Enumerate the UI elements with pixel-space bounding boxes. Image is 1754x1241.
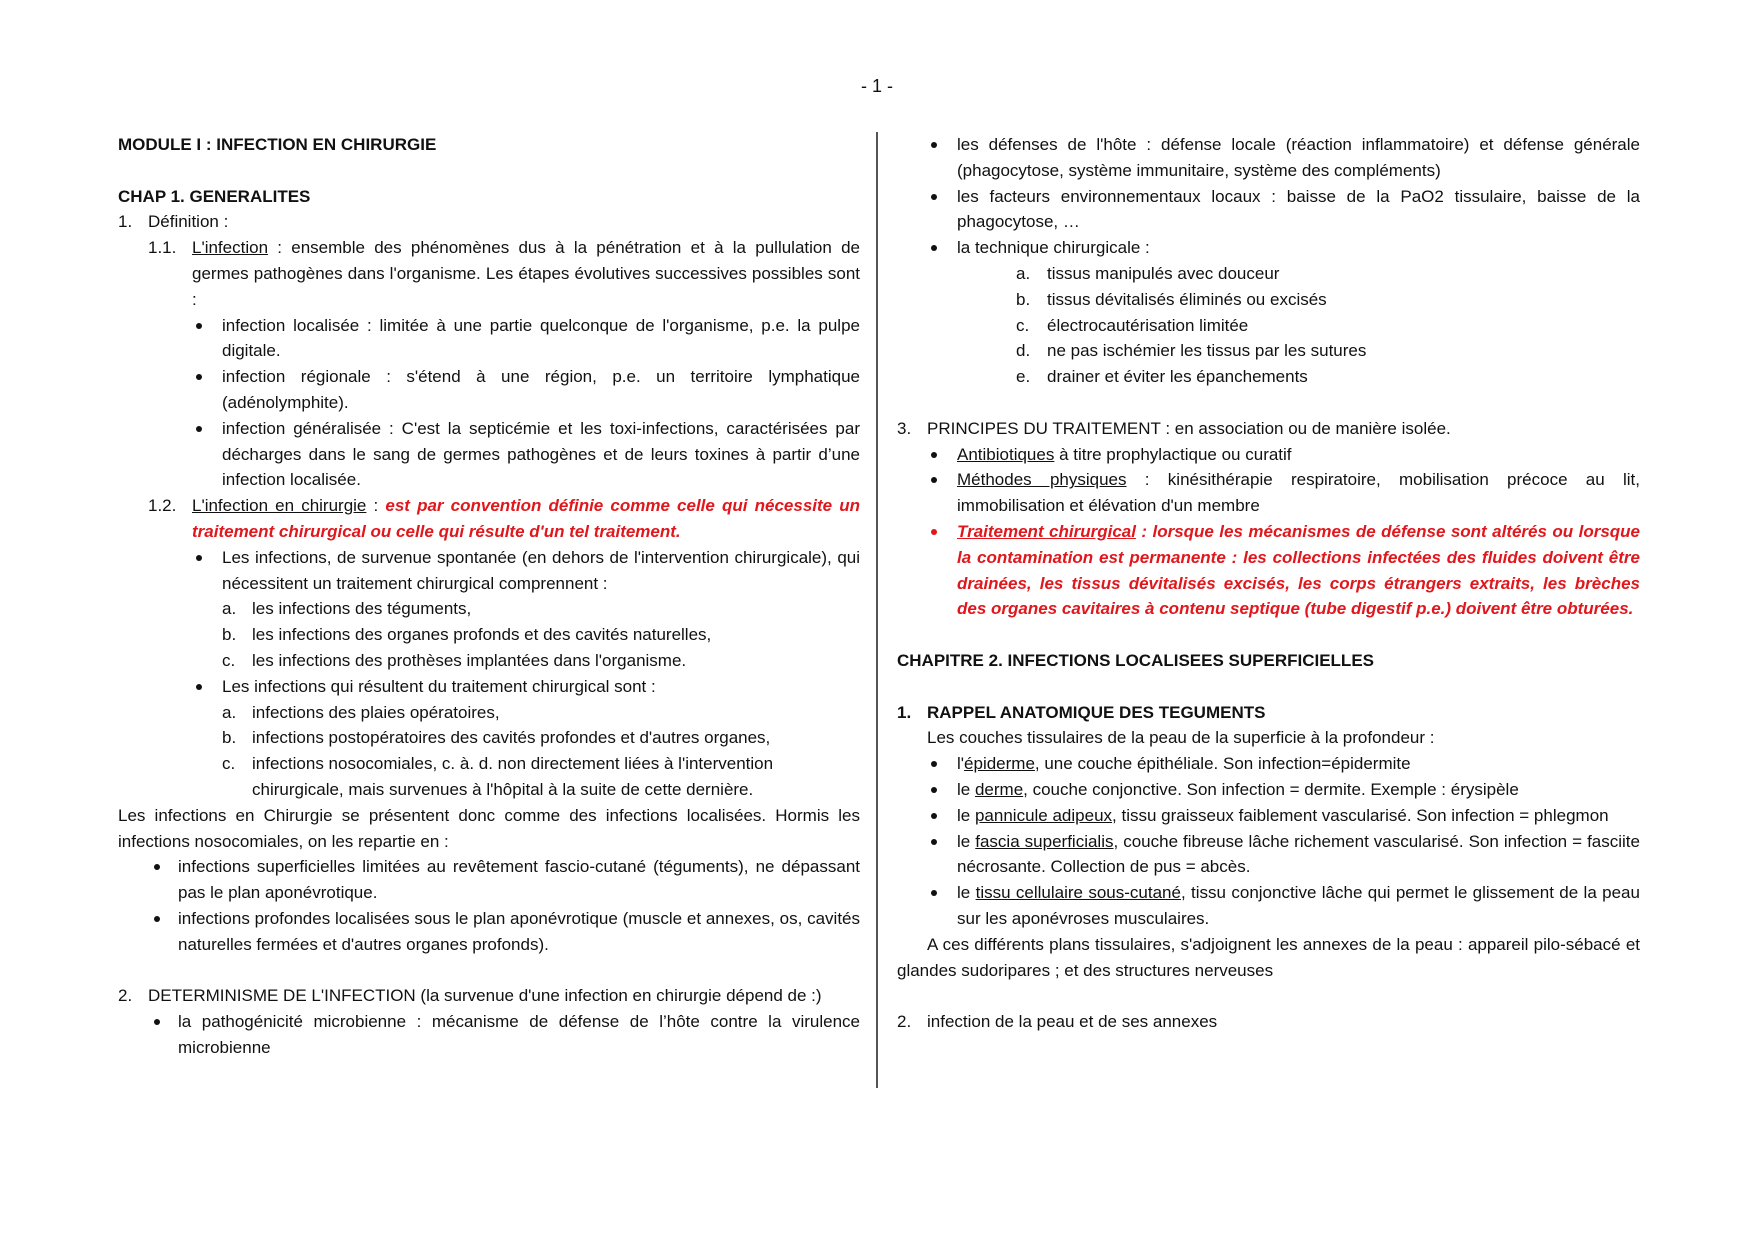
bullet-icon [154, 916, 160, 922]
bullet-icon [154, 864, 160, 870]
list-marker: a. [222, 702, 237, 722]
list-marker: c. [1016, 315, 1030, 335]
list-item [897, 364, 1640, 390]
list-item [118, 725, 860, 751]
bullet-icon [931, 839, 937, 845]
list-item [897, 467, 1640, 519]
list-item [897, 803, 1640, 829]
list-item-text: : kinésithérapie respiratoire, mobilisation précoce au lit, immobilisation et élévation d'un membre [957, 470, 1641, 516]
list-item [897, 184, 1640, 236]
list-marker: b. [222, 625, 237, 645]
prefix: le [957, 831, 976, 851]
subsection-infection-chirurgie [118, 493, 860, 545]
highlighted-definition: est par convention définie comme celle qui nécessite un traitement chirurgical ou celle qui résulte d'un tel traitement. [192, 496, 861, 541]
bullet-icon [931, 787, 937, 793]
term-tissu-cellulaire: tissu cellulaire sous-cutané [975, 883, 1181, 903]
list-item-text: les infections des organes profonds et des cavités naturelles, [252, 625, 712, 645]
list-item-text: infections superficielles limitées au revêtement fascio-cutané (téguments), ne dépassant pas le plan aponévrotique. [178, 857, 860, 903]
list-item-text: Les infections, de survenue spontanée (en dehors de l'intervention chirurgicale), qui nécessitent un traitement chirurgical comprennent : [222, 547, 860, 593]
list-item [897, 829, 1640, 881]
term-methodes-physiques: Méthodes physiques [957, 470, 1127, 490]
subsection-number: 1.1. [148, 238, 177, 258]
list-item [118, 313, 860, 365]
section-rappel-anatomique [897, 700, 1640, 726]
list-item [897, 261, 1640, 287]
prefix: le [957, 805, 975, 825]
list-item [118, 674, 860, 700]
list-item [897, 338, 1640, 364]
list-item-text: Les infections qui résultent du traitement chirurgical sont : [222, 676, 656, 696]
list-item-text: infection localisée : limitée à une partie quelconque de l'organisme, p.e. la pulpe digitale. [222, 315, 860, 361]
list-item-text: , tissu graisseux faiblement vascularisé. Son infection = phlegmon [1112, 805, 1609, 825]
list-marker: e. [1016, 367, 1031, 387]
list-item [118, 596, 860, 622]
term-fascia: fascia superficialis [975, 831, 1114, 851]
list-item-text: , une couche épithéliale. Son infection=épidermite [1034, 754, 1411, 774]
section-definition [118, 209, 860, 235]
column-divider [876, 132, 878, 1088]
section-number: 3. [897, 418, 912, 438]
section-number: 2. [897, 1012, 912, 1032]
bullet-icon [931, 761, 937, 767]
list-marker: c. [222, 650, 236, 670]
list-item [118, 545, 860, 597]
term-infection-chirurgie: L'infection en chirurgie [192, 496, 367, 516]
bullet-icon [196, 374, 202, 380]
subsection-infection [118, 235, 860, 312]
bullet-icon [931, 194, 937, 200]
list-marker: a. [1016, 263, 1031, 283]
section-number: 2. [118, 986, 133, 1006]
list-item-text: la technique chirurgicale : [957, 238, 1150, 258]
list-item-text: , tissu conjonctive lâche qui permet le glissement de la peau sur les aponévroses musculaires. [957, 883, 1640, 928]
prefix: le [957, 883, 976, 903]
bullet-icon [931, 890, 937, 896]
subsection-number: 1.2. [148, 496, 177, 516]
section-heading: infection de la peau et de ses annexes [927, 1012, 1218, 1032]
list-item-text: infection généralisée : C'est la septicémie et les toxi-infections, caractérisées par décharges dans le sang de germes pathogènes et de leurs toxines à partir d’une infection localisée. [222, 418, 860, 490]
list-item [118, 700, 860, 726]
list-item-text: tissus dévitalisés éliminés ou excisés [1047, 289, 1327, 309]
list-item-text: infections des plaies opératoires, [252, 702, 500, 722]
list-item [118, 648, 860, 674]
list-marker: a. [222, 599, 237, 619]
list-item-text: les défenses de l'hôte : défense locale (réaction inflammatoire) et défense générale (phagocytose, système immunitaire, système des compléments) [957, 135, 1640, 180]
bullet-icon [154, 1019, 160, 1025]
term-epiderme: épiderme [964, 754, 1035, 774]
list-item [897, 313, 1640, 339]
bullet-icon [196, 323, 202, 329]
annexes-paragraph: A ces différents plans tissulaires, s'adjoignent les annexes de la peau : appareil pilo-sébacé et glandes sudoripares ; et des structures nerveuses [897, 934, 1640, 980]
list-item-text: les infections des téguments, [252, 599, 472, 619]
chapter-title: CHAP 1. GENERALITES [118, 186, 311, 206]
right-column [897, 132, 1640, 1035]
list-item [897, 880, 1640, 932]
bullet-icon [931, 452, 937, 458]
list-item [118, 416, 860, 493]
section-heading: Définition : [148, 212, 229, 232]
list-marker: d. [1016, 341, 1031, 361]
section-determinisme [118, 983, 860, 1009]
list-item [897, 132, 1640, 184]
term-pannicule: pannicule adipeux [974, 805, 1113, 825]
bullet-icon [931, 245, 937, 251]
definition-text: : ensemble des phénomènes dus à la pénétration et à la pullulation de germes pathogènes dans l'organisme. Les étapes évolutives successives possibles sont : [192, 238, 860, 309]
list-marker: b. [222, 728, 237, 748]
list-item-text: infections nosocomiales, c. à. d. non directement liées à l'intervention chirurgicale, mais survenues à l'hôpital à la suite de cette dernière. [252, 754, 774, 799]
section-infection-peau [897, 1009, 1640, 1035]
list-item [897, 442, 1640, 468]
section-heading: PRINCIPES DU TRAITEMENT : en association ou de manière isolée. [927, 418, 1451, 438]
term-derme: derme [974, 779, 1024, 799]
bullet-icon [196, 684, 202, 690]
list-item [118, 1009, 860, 1061]
bullet-icon [931, 813, 937, 819]
list-item [897, 751, 1640, 777]
list-item-text: drainer et éviter les épanchements [1047, 367, 1308, 387]
section-heading: DETERMINISME DE L'INFECTION (la survenue d'une infection en chirurgie dépend de :) [148, 986, 822, 1006]
list-item-text: infections profondes localisées sous le plan aponévrotique (muscle et annexes, os, cavités naturelles fermées et d'autres organes profonds). [178, 908, 860, 954]
list-item-text: la pathogénicité microbienne : mécanisme de défense de l’hôte contre la virulence microbienne [178, 1012, 860, 1057]
list-item-text: à titre prophylactique ou curatif [1054, 444, 1292, 464]
intro-paragraph: Les couches tissulaires de la peau de la superficie à la profondeur : [927, 728, 1435, 748]
section-heading: RAPPEL ANATOMIQUE DES TEGUMENTS [927, 702, 1266, 722]
list-marker: b. [1016, 289, 1031, 309]
term-antibiotiques: Antibiotiques [957, 444, 1055, 464]
list-item [118, 906, 860, 958]
list-item-text: tissus manipulés avec douceur [1047, 263, 1280, 283]
list-item-text: , couche fibreuse lâche richement vascularisé. Son infection = fasciite nécrosante. Collection de pus = abcès. [957, 831, 1640, 877]
section-number: 1. [118, 212, 133, 232]
list-item-text: infections postopératoires des cavités profondes et d'autres organes, [252, 728, 771, 748]
prefix: le [957, 779, 975, 799]
left-column [118, 132, 860, 1061]
list-item [897, 235, 1640, 261]
bullet-icon [196, 555, 202, 561]
bullet-icon [931, 142, 937, 148]
list-item [897, 777, 1640, 803]
page-number: - 1 - [860, 76, 893, 96]
list-item-text: , couche conjonctive. Son infection = dermite. Exemple : érysipèle [1023, 779, 1519, 799]
list-item [118, 751, 860, 803]
summary-paragraph: Les infections en Chirurgie se présentent donc comme des infections localisées. Hormis les infections nosocomiales, on les repartie en : [118, 805, 860, 851]
list-item [118, 364, 860, 416]
list-item-text: les infections des prothèses implantées dans l'organisme. [252, 650, 687, 670]
module-title: MODULE I : INFECTION EN CHIRURGIE [118, 135, 437, 154]
list-item [118, 622, 860, 648]
bullet-icon [196, 426, 202, 432]
section-principes [897, 416, 1640, 442]
list-item-text: électrocautérisation limitée [1047, 315, 1249, 335]
prefix: l' [957, 754, 965, 774]
list-item [118, 854, 860, 906]
list-item [897, 519, 1640, 622]
chapter-2-title: CHAPITRE 2. INFECTIONS LOCALISEES SUPERFICIELLES [897, 650, 1374, 670]
bullet-icon [931, 529, 937, 535]
separator: : [366, 496, 386, 516]
term-infection: L'infection [192, 238, 269, 258]
section-number: 1. [897, 702, 912, 722]
bullet-icon [931, 477, 937, 483]
list-item-text: les facteurs environnementaux locaux : baisse de la PaO2 tissulaire, baisse de la phagocytose, … [957, 186, 1640, 232]
highlighted-text: : lorsque les mécanismes de défense sont altérés ou lorsque la contamination est permanente : les collections infectées des fluides doivent être drainées, les tissus dévitalisés excisés, les corps étrangers extraits, les brèches des organes cavitaires à contenu septique (tube digestif p.e.) doivent être obturées. [957, 521, 1640, 619]
list-item-text: ne pas ischémier les tissus par les sutures [1047, 341, 1367, 361]
term-traitement-chirurgical: Traitement chirurgical [957, 521, 1136, 541]
list-item-text: infection régionale : s'étend à une région, p.e. un territoire lymphatique (adénolymphite). [222, 367, 860, 412]
list-item [897, 287, 1640, 313]
list-marker: c. [222, 754, 236, 774]
